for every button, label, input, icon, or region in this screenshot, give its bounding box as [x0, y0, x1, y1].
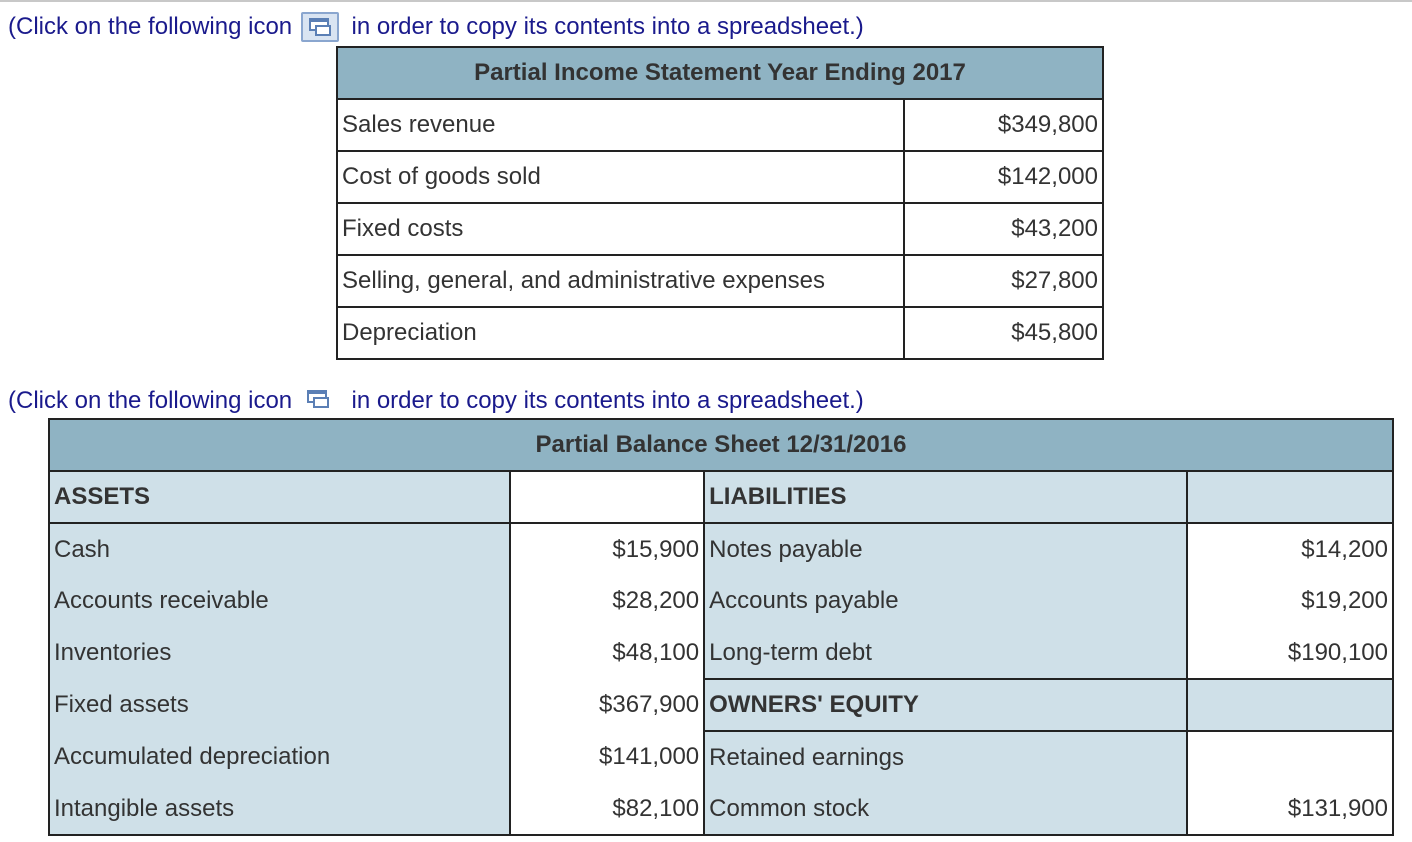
assets-heading: ASSETS: [49, 471, 510, 523]
liability-label: Accounts payable: [704, 575, 1187, 627]
income-row-label: Sales revenue: [337, 99, 904, 151]
income-row-label: Depreciation: [337, 307, 904, 359]
asset-value: $141,000: [510, 731, 704, 783]
asset-value: $367,900: [510, 679, 704, 731]
liability-label: Notes payable: [704, 523, 1187, 575]
liability-value: $19,200: [1187, 575, 1393, 627]
empty-cell: [1187, 471, 1393, 523]
table-row: [49, 731, 1393, 783]
equity-value: [1187, 731, 1393, 783]
copy-spreadsheet-icon[interactable]: [301, 12, 339, 42]
equity-label: Common stock: [704, 783, 1187, 835]
table-row: [49, 627, 1393, 679]
table-row: [49, 575, 1393, 627]
copy-spreadsheet-icon[interactable]: [301, 386, 339, 416]
income-row-value: $45,800: [904, 307, 1103, 359]
instruction-text-before: (Click on the following icon: [8, 387, 293, 414]
owners-equity-heading: OWNERS' EQUITY: [704, 679, 1187, 731]
table-row: [337, 307, 1103, 359]
asset-label: Cash: [49, 523, 510, 575]
table-row: [49, 679, 1393, 731]
copy-instruction-2: [8, 386, 864, 416]
asset-label: Intangible assets: [49, 783, 510, 835]
copy-instruction-1: [8, 12, 864, 42]
balance-sheet-title: Partial Balance Sheet 12/31/2016: [49, 419, 1393, 471]
balance-sheet-table: [48, 418, 1394, 836]
income-statement-title: Partial Income Statement Year Ending 2017: [337, 47, 1103, 99]
asset-value: $48,100: [510, 627, 704, 679]
liability-value: $14,200: [1187, 523, 1393, 575]
table-row: [337, 99, 1103, 151]
asset-value: $28,200: [510, 575, 704, 627]
income-row-value: $142,000: [904, 151, 1103, 203]
table-row: [49, 523, 1393, 575]
liabilities-heading: LIABILITIES: [704, 471, 1187, 523]
income-row-label: Cost of goods sold: [337, 151, 904, 203]
table-row: [337, 151, 1103, 203]
table-row: [49, 471, 1393, 523]
asset-label: Accounts receivable: [49, 575, 510, 627]
equity-value: $131,900: [1187, 783, 1393, 835]
asset-value: $82,100: [510, 783, 704, 835]
equity-label: Retained earnings: [704, 731, 1187, 783]
top-divider: [0, 0, 1412, 2]
income-statement-table: [336, 46, 1104, 360]
income-row-label: Selling, general, and administrative expenses: [337, 255, 904, 307]
income-row-value: $43,200: [904, 203, 1103, 255]
table-row: [49, 783, 1393, 835]
asset-value: $15,900: [510, 523, 704, 575]
income-row-label: Fixed costs: [337, 203, 904, 255]
instruction-text-after: in order to copy its contents into a spreadsheet.): [351, 387, 864, 414]
instruction-text-after: in order to copy its contents into a spreadsheet.): [351, 13, 864, 40]
empty-cell: [510, 471, 704, 523]
instruction-text-before: (Click on the following icon: [8, 13, 293, 40]
table-row: [337, 203, 1103, 255]
income-row-value: $349,800: [904, 99, 1103, 151]
liability-label: Long-term debt: [704, 627, 1187, 679]
asset-label: Accumulated depreciation: [49, 731, 510, 783]
empty-cell: [1187, 679, 1393, 731]
income-row-value: $27,800: [904, 255, 1103, 307]
asset-label: Inventories: [49, 627, 510, 679]
table-row: [337, 255, 1103, 307]
liability-value: $190,100: [1187, 627, 1393, 679]
asset-label: Fixed assets: [49, 679, 510, 731]
